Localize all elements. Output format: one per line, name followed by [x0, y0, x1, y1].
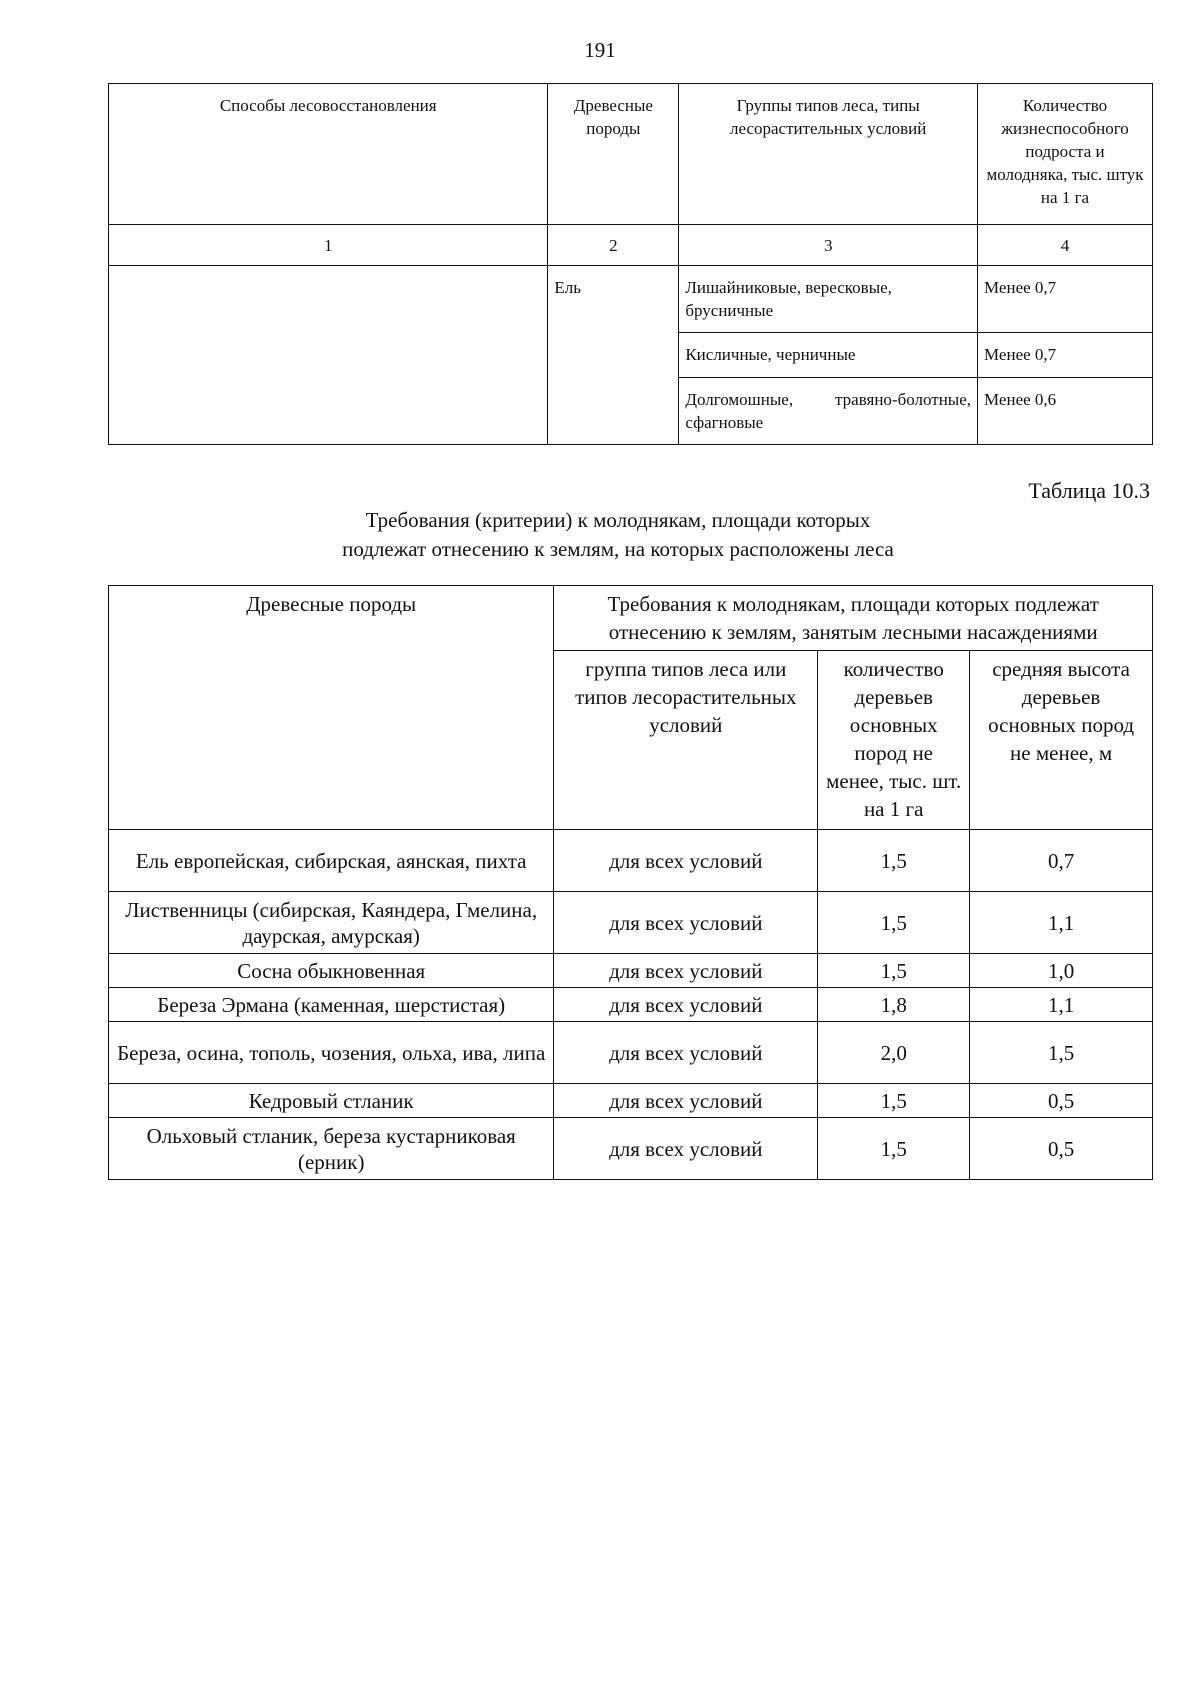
table-row	[109, 266, 1153, 333]
conditions-cell: Долгомошные, травяно-болотные, сфагновые	[679, 378, 978, 445]
table-header-row	[109, 84, 1153, 225]
table-row	[109, 892, 1153, 954]
height-cell: 1,0	[970, 954, 1153, 988]
group-cell: для всех условий	[554, 988, 818, 1022]
species-cell: Береза Эрмана (каменная, шерстистая)	[109, 988, 554, 1022]
group-cell: для всех условий	[554, 954, 818, 988]
col-number: 2	[548, 225, 679, 266]
reforestation-table	[108, 83, 1153, 445]
table-title-line: Требования (критерии) к молоднякам, площади которых	[365, 508, 871, 532]
species-cell: Береза, осина, тополь, чозения, ольха, ива, липа	[109, 1022, 554, 1084]
col-number: 4	[978, 225, 1153, 266]
header-forest-types: Группы типов леса, типы лесорастительных условий	[679, 84, 978, 225]
header-species: Древесные породы	[109, 586, 554, 830]
table-row	[109, 1084, 1153, 1118]
count-cell: 1,5	[818, 1118, 970, 1180]
subheader-height: средняя высота деревьев основных пород не менее, м	[970, 651, 1153, 830]
height-cell: 1,1	[970, 988, 1153, 1022]
conditions-cell: Лишайниковые, вересковые, брусничные	[679, 266, 978, 333]
table-title	[0, 506, 1200, 564]
amount-cell: Менее 0,6	[978, 378, 1153, 445]
methods-cell	[109, 266, 548, 445]
species-cell: Ель	[548, 266, 679, 445]
subheader-group: группа типов леса или типов лесорастительных условий	[554, 651, 818, 830]
amount-cell: Менее 0,7	[978, 333, 1153, 378]
header-requirements: Требования к молоднякам, площади которых подлежат отнесению к землям, занятым лесными насаждениями	[554, 586, 1153, 651]
count-cell: 2,0	[818, 1022, 970, 1084]
count-cell: 1,5	[818, 830, 970, 892]
subheader-count: количество деревьев основных пород не менее, тыс. шт. на 1 га	[818, 651, 970, 830]
height-cell: 1,1	[970, 892, 1153, 954]
height-cell: 0,5	[970, 1118, 1153, 1180]
species-cell: Сосна обыкновенная	[109, 954, 554, 988]
species-cell: Ольховый стланик, береза кустарниковая (ерник)	[109, 1118, 554, 1180]
height-cell: 0,5	[970, 1084, 1153, 1118]
header-methods: Способы лесовосстановления	[109, 84, 548, 225]
species-cell: Лиственницы (сибирская, Каяндера, Гмелина, даурская, амурская)	[109, 892, 554, 954]
group-cell: для всех условий	[554, 1022, 818, 1084]
count-cell: 1,5	[818, 892, 970, 954]
table-label: Таблица 10.3	[1028, 478, 1150, 503]
page-number: 191	[584, 38, 616, 62]
group-cell: для всех условий	[554, 1118, 818, 1180]
col-number: 3	[679, 225, 978, 266]
count-cell: 1,5	[818, 954, 970, 988]
table-row	[109, 954, 1153, 988]
young-stands-requirements-table	[108, 585, 1153, 1180]
table-header-row	[109, 586, 1153, 651]
group-cell: для всех условий	[554, 1084, 818, 1118]
group-cell: для всех условий	[554, 892, 818, 954]
table-row	[109, 988, 1153, 1022]
table-title-line: подлежат отнесению к землям, на которых расположены леса	[342, 537, 894, 561]
column-number-row	[109, 225, 1153, 266]
group-cell: для всех условий	[554, 830, 818, 892]
table-row	[109, 830, 1153, 892]
table-row	[109, 1022, 1153, 1084]
height-cell: 1,5	[970, 1022, 1153, 1084]
header-species: Древесные породы	[548, 84, 679, 225]
col-number: 1	[109, 225, 548, 266]
species-cell: Ель европейская, сибирская, аянская, пихта	[109, 830, 554, 892]
count-cell: 1,8	[818, 988, 970, 1022]
header-amount: Количество жизнеспособного подроста и молодняка, тыс. штук на 1 га	[978, 84, 1153, 225]
table-row	[109, 1118, 1153, 1180]
amount-cell: Менее 0,7	[978, 266, 1153, 333]
conditions-cell: Кисличные, черничные	[679, 333, 978, 378]
species-cell: Кедровый стланик	[109, 1084, 554, 1118]
height-cell: 0,7	[970, 830, 1153, 892]
count-cell: 1,5	[818, 1084, 970, 1118]
